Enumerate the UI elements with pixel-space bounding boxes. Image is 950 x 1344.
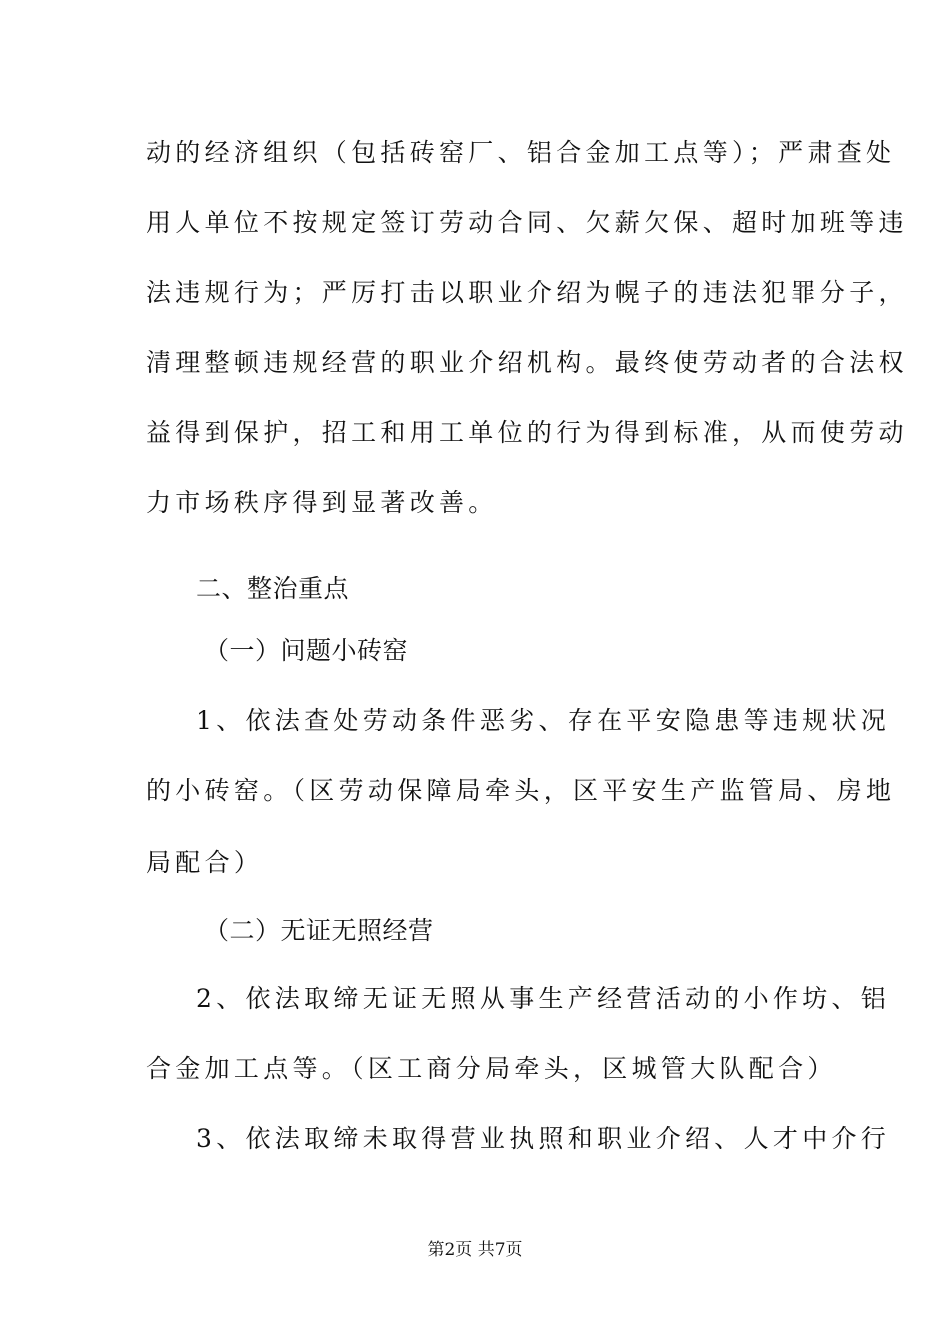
text-line: 益得到保护，招工和用工单位的行为得到标准，从而使劳动 bbox=[146, 418, 908, 447]
text-line: 1、依法查处劳动条件恶劣、存在平安隐患等违规状况 bbox=[196, 706, 891, 735]
text-line: 合金加工点等。（区工商分局牵头，区城管大队配合） bbox=[146, 1054, 837, 1083]
section-heading: 二、整治重点 bbox=[196, 574, 350, 603]
text-line: 力市场秩序得到显著改善。 bbox=[146, 488, 498, 517]
page-number: 第2页 共7页 bbox=[427, 1240, 523, 1260]
subsection-heading-brick-kilns: （一）问题小砖窑 bbox=[204, 636, 409, 665]
text-line: 用人单位不按规定签订劳动合同、欠薪欠保、超时加班等违 bbox=[146, 208, 908, 237]
text-line: 3、依法取缔未取得营业执照和职业介绍、人才中介行 bbox=[196, 1124, 891, 1153]
text-line: 的小砖窑。（区劳动保障局牵头，区平安生产监管局、房地 bbox=[146, 776, 896, 805]
text-line: 局配合） bbox=[146, 848, 264, 877]
subsection-heading-unlicensed: （二）无证无照经营 bbox=[204, 916, 434, 945]
text-line: 2、依法取缔无证无照从事生产经营活动的小作坊、铝 bbox=[196, 984, 891, 1013]
text-line: 动的经济组织（包括砖窑厂、铝合金加工点等）；严肃查处 bbox=[146, 138, 896, 167]
text-line: 清理整顿违规经营的职业介绍机构。最终使劳动者的合法权 bbox=[146, 348, 908, 377]
text-line: 法违规行为；严厉打击以职业介绍为幌子的违法犯罪分子， bbox=[146, 278, 908, 307]
